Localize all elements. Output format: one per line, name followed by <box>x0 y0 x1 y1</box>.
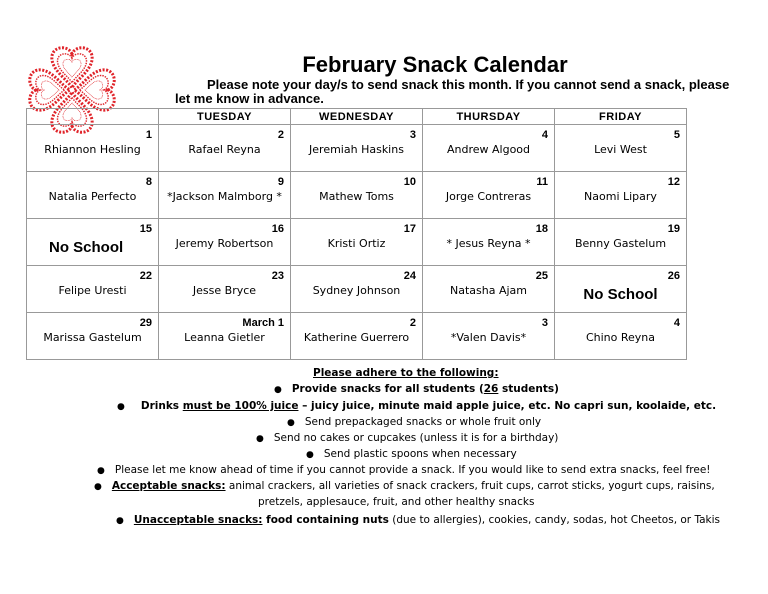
snack-assignee: Marissa Gastelum <box>43 331 142 344</box>
calendar-day-cell <box>423 313 555 360</box>
rule-continuation: pretzels, applesauce, fruit, and other healthy snacks <box>258 496 535 508</box>
snack-assignee: Katherine Guerrero <box>303 331 410 344</box>
day-number: 29 <box>139 317 152 329</box>
snack-assignee: * Jesus Reyna * <box>446 237 531 250</box>
calendar-day-cell <box>423 266 555 313</box>
snack-assignee: Felipe Uresti <box>58 284 127 297</box>
bullet-icon: ● <box>116 516 124 526</box>
snack-assignee: Naomi Lipary <box>584 190 657 203</box>
bullet-icon: ● <box>256 434 264 444</box>
rule-text: Please let me know ahead of time if you cannot provide a snack. If you would like to send extra snacks, feel free! <box>114 464 711 476</box>
no-school-label: No School <box>49 239 124 256</box>
day-number: 3 <box>409 129 416 141</box>
rule-emphasis: must be 100% juice <box>182 400 299 412</box>
calendar-day-cell <box>423 219 555 266</box>
snack-assignee: Natalia Perfecto <box>48 190 137 203</box>
bullet-icon: ● <box>306 450 314 460</box>
rule-item <box>117 399 716 414</box>
calendar-day-cell <box>555 219 687 266</box>
day-number: 22 <box>139 270 152 282</box>
rule-item <box>116 513 720 528</box>
bullet-icon: ● <box>94 482 102 492</box>
day-number: March 1 <box>242 317 284 329</box>
day-number: 10 <box>403 176 416 188</box>
rule-text: food containing nuts <box>262 514 389 526</box>
calendar-day-cell <box>159 313 291 360</box>
header-wednesday: WEDNESDAY <box>291 109 423 125</box>
calendar-day-cell <box>27 313 159 360</box>
bullet-icon: ● <box>274 385 282 395</box>
rule-text: students) <box>498 383 559 395</box>
day-number: 18 <box>535 223 548 235</box>
rule-text: Send no cakes or cupcakes (unless it is for a birthday) <box>273 432 559 444</box>
calendar-day-cell <box>27 172 159 219</box>
day-number: 2 <box>277 129 284 141</box>
rule-text: animal crackers, all varieties of snack crackers, fruit cups, carrot sticks, yogurt cups, raisins, <box>225 480 715 492</box>
rule-item <box>287 415 541 430</box>
day-number: 3 <box>541 317 548 329</box>
rule-text: (due to allergies), cookies, candy, sodas, hot Cheetos, or Takis <box>388 514 721 526</box>
day-number: 25 <box>535 270 548 282</box>
day-number: 15 <box>139 223 152 235</box>
rule-emphasis: Acceptable snacks: <box>111 480 226 492</box>
calendar-day-cell <box>27 219 159 266</box>
calendar-day-cell <box>27 266 159 313</box>
calendar-week-row <box>27 125 687 172</box>
snack-assignee: *Jackson Malmborg * <box>167 190 282 203</box>
header-thursday: THURSDAY <box>423 109 555 125</box>
snack-assignee: Jeremiah Haskins <box>309 143 404 156</box>
calendar-day-cell <box>159 172 291 219</box>
rule-item <box>97 463 711 478</box>
snack-assignee: Rhiannon Hesling <box>44 143 141 156</box>
rule-emphasis: 26 <box>483 383 499 395</box>
rule-item <box>274 382 559 397</box>
day-number: 11 <box>536 176 548 188</box>
bullet-icon: ● <box>97 466 105 476</box>
snack-assignee: Sydney Johnson <box>312 284 401 297</box>
rule-text: Send plastic spoons when necessary <box>323 448 517 460</box>
calendar-day-cell <box>423 172 555 219</box>
no-school-label: No School <box>583 286 658 303</box>
snack-assignee: Kristi Ortiz <box>327 237 386 250</box>
calendar-day-cell <box>291 219 423 266</box>
snack-assignee: Natasha Ajam <box>450 284 527 297</box>
calendar-day-cell <box>423 125 555 172</box>
calendar-day-cell <box>291 172 423 219</box>
calendar-day-cell <box>291 313 423 360</box>
rule-text: – juicy juice, minute maid apple juice, etc. No capri sun, koolaide, etc. <box>298 400 717 412</box>
day-number: 1 <box>145 129 152 141</box>
calendar-day-cell <box>555 172 687 219</box>
bullet-icon: ● <box>287 418 295 428</box>
header-tuesday: TUESDAY <box>159 109 291 125</box>
calendar-day-cell <box>555 125 687 172</box>
day-number: 5 <box>673 129 680 141</box>
calendar-day-cell <box>555 313 687 360</box>
snack-assignee: Mathew Toms <box>319 190 394 203</box>
bullet-icon: ● <box>117 402 125 412</box>
snack-assignee: Leanna Gietler <box>184 331 265 344</box>
rule-item <box>256 431 558 446</box>
calendar-day-cell <box>159 266 291 313</box>
rule-text: Drinks <box>140 400 183 412</box>
calendar-day-cell <box>27 125 159 172</box>
rule-item <box>306 447 517 462</box>
snack-assignee: Chino Reyna <box>585 331 656 344</box>
rules-heading: Please adhere to the following: <box>313 367 499 379</box>
header-friday: FRIDAY <box>555 109 687 125</box>
calendar-week-row <box>27 266 687 313</box>
rule-text: Send prepackaged snacks or whole fruit only <box>304 416 542 428</box>
snack-calendar <box>26 108 687 360</box>
rule-emphasis: Unacceptable snacks: <box>133 514 263 526</box>
day-number: 9 <box>277 176 284 188</box>
rule-text: Provide snacks for all students ( <box>291 383 484 395</box>
day-number: 26 <box>667 270 680 282</box>
snack-assignee: Rafael Reyna <box>188 143 261 156</box>
calendar-week-row <box>27 219 687 266</box>
day-number: 23 <box>271 270 284 282</box>
calendar-day-cell <box>159 125 291 172</box>
day-number: 4 <box>541 129 548 141</box>
snack-assignee: Benny Gastelum <box>574 237 667 250</box>
day-number: 4 <box>673 317 680 329</box>
snack-assignee: Jeremy Robertson <box>175 237 274 250</box>
calendar-day-cell <box>555 266 687 313</box>
calendar-day-cell <box>159 219 291 266</box>
day-number: 12 <box>667 176 680 188</box>
day-number: 8 <box>145 176 152 188</box>
snack-assignee: Levi West <box>594 143 647 156</box>
calendar-week-row <box>27 313 687 360</box>
calendar-week-row <box>27 172 687 219</box>
day-number: 16 <box>271 223 284 235</box>
page-title: February Snack Calendar <box>302 52 568 77</box>
calendar-day-cell <box>291 125 423 172</box>
snack-assignee: Jesse Bryce <box>192 284 257 297</box>
snack-assignee: Jorge Contreras <box>445 190 532 203</box>
header-monday-blank <box>27 109 159 125</box>
rule-item <box>94 479 715 494</box>
day-number: 19 <box>667 223 680 235</box>
day-number: 2 <box>409 317 416 329</box>
day-number: 17 <box>403 223 416 235</box>
calendar-day-cell <box>291 266 423 313</box>
snack-assignee: Andrew Algood <box>446 143 531 156</box>
day-number: 24 <box>403 270 416 282</box>
calendar-header-row <box>27 109 687 125</box>
snack-assignee: *Valen Davis* <box>450 331 527 344</box>
page-subtitle: Please note your day/s to send snack this month. If you cannot send a snack, please let me know in advance. <box>175 77 730 106</box>
